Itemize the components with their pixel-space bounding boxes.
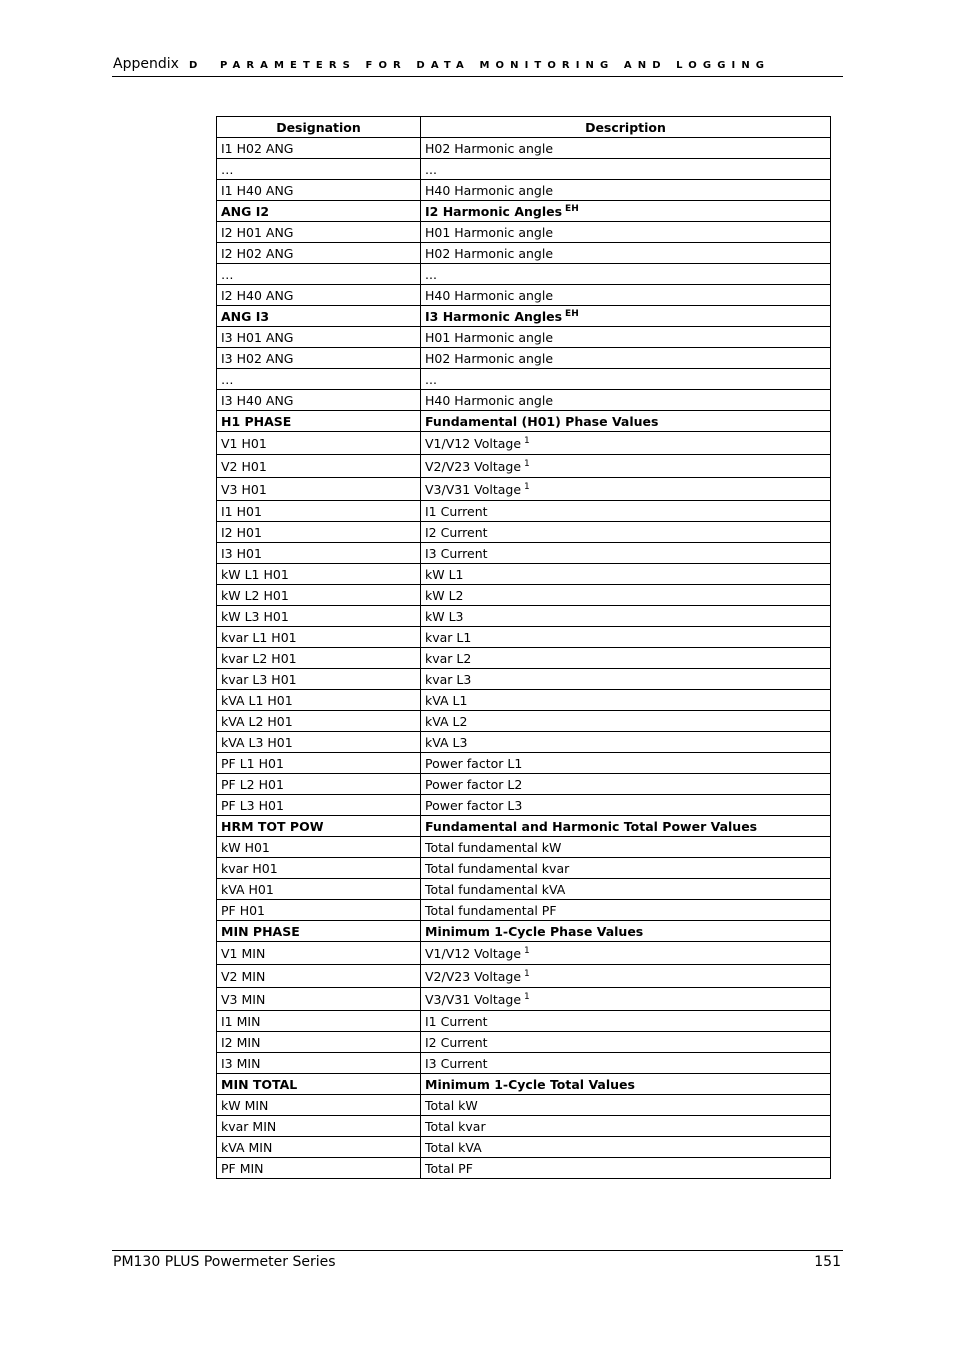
- designation-cell: PF L1 H01: [217, 753, 421, 774]
- description-cell: [421, 1137, 831, 1158]
- description-cell: [421, 348, 831, 369]
- table-row: [217, 942, 831, 965]
- designation-cell: kvar L2 H01: [217, 648, 421, 669]
- designation-cell: I3 H01 ANG: [217, 327, 421, 348]
- description-text: kvar L3: [425, 671, 472, 687]
- table-row: [217, 690, 831, 711]
- description-cell: [421, 478, 831, 501]
- appendix-label: Appendix: [113, 56, 179, 72]
- designation-cell: V3 MIN: [217, 988, 421, 1011]
- table-row: [217, 222, 831, 243]
- description-cell: [421, 411, 831, 432]
- table-row: [217, 1116, 831, 1137]
- designation-cell: I2 H02 ANG: [217, 243, 421, 264]
- description-text: Minimum 1-Cycle Phase Values: [425, 923, 644, 939]
- description-text: V2/V23 Voltage: [425, 968, 522, 984]
- description-text: I2 Current: [425, 524, 488, 540]
- designation-cell: V1 MIN: [217, 942, 421, 965]
- table-row: [217, 455, 831, 478]
- designation-cell: I2 MIN: [217, 1032, 421, 1053]
- designation-cell: PF L3 H01: [217, 795, 421, 816]
- description-text: Power factor L3: [425, 797, 523, 813]
- table-section-row: [217, 411, 831, 432]
- description-text: ...: [425, 161, 437, 177]
- description-text: H02 Harmonic angle: [425, 140, 554, 156]
- description-text: I3 Current: [425, 1055, 488, 1071]
- table-row: [217, 711, 831, 732]
- designation-cell: ANG I3: [217, 306, 421, 327]
- description-cell: [421, 501, 831, 522]
- description-text: I2 Current: [425, 1034, 488, 1050]
- description-text: kW L2: [425, 587, 464, 603]
- table-section-row: [217, 1074, 831, 1095]
- description-text: ...: [425, 266, 437, 282]
- description-text: Power factor L1: [425, 755, 523, 771]
- description-text: H01 Harmonic angle: [425, 224, 554, 240]
- description-text: Total kVA: [425, 1139, 482, 1155]
- description-cell: [421, 285, 831, 306]
- description-text: V3/V31 Voltage: [425, 481, 522, 497]
- designation-cell: kVA MIN: [217, 1137, 421, 1158]
- designation-cell: …: [217, 264, 421, 285]
- parameters-table: [216, 116, 831, 1179]
- description-text: Total fundamental kW: [425, 839, 562, 855]
- table-row: [217, 1137, 831, 1158]
- designation-cell: …: [217, 159, 421, 180]
- description-text: H02 Harmonic angle: [425, 245, 554, 261]
- footnote-marker: EH: [565, 308, 579, 319]
- designation-cell: PF MIN: [217, 1158, 421, 1179]
- table-row: [217, 837, 831, 858]
- table-row: [217, 732, 831, 753]
- description-text: I3 Harmonic Angles: [425, 308, 563, 324]
- description-cell: [421, 564, 831, 585]
- designation-cell: I1 H40 ANG: [217, 180, 421, 201]
- table-row: [217, 988, 831, 1011]
- designation-cell: I3 H02 ANG: [217, 348, 421, 369]
- table-row: [217, 900, 831, 921]
- description-cell: [421, 585, 831, 606]
- footnote-marker: 1: [524, 435, 530, 446]
- description-cell: [421, 965, 831, 988]
- description-cell: [421, 432, 831, 455]
- table-row: [217, 1011, 831, 1032]
- description-cell: [421, 774, 831, 795]
- description-text: I1 Current: [425, 503, 488, 519]
- description-text: I1 Current: [425, 1013, 488, 1029]
- description-cell: [421, 879, 831, 900]
- description-text: I3 Current: [425, 545, 488, 561]
- table-row: [217, 1158, 831, 1179]
- appendix-letter: D: [189, 60, 198, 71]
- designation-cell: MIN TOTAL: [217, 1074, 421, 1095]
- description-cell: [421, 669, 831, 690]
- description-text: kW L1: [425, 566, 464, 582]
- designation-cell: I3 H01: [217, 543, 421, 564]
- description-cell: [421, 816, 831, 837]
- description-cell: [421, 201, 831, 222]
- designation-cell: I1 H02 ANG: [217, 138, 421, 159]
- designation-cell: ANG I2: [217, 201, 421, 222]
- description-cell: [421, 390, 831, 411]
- description-text: Minimum 1-Cycle Total Values: [425, 1076, 635, 1092]
- description-text: Total kW: [425, 1097, 478, 1113]
- table-row: [217, 774, 831, 795]
- description-text: Total PF: [425, 1160, 473, 1176]
- description-cell: [421, 180, 831, 201]
- footnote-marker: 1: [524, 968, 530, 979]
- designation-cell: I1 H01: [217, 501, 421, 522]
- table-section-row: [217, 306, 831, 327]
- table-row: [217, 432, 831, 455]
- designation-cell: PF L2 H01: [217, 774, 421, 795]
- designation-cell: I3 MIN: [217, 1053, 421, 1074]
- table-row: [217, 648, 831, 669]
- table-row: [217, 1095, 831, 1116]
- description-cell: [421, 369, 831, 390]
- description-text: V3/V31 Voltage: [425, 991, 522, 1007]
- description-text: H40 Harmonic angle: [425, 182, 554, 198]
- description-text: ...: [425, 371, 437, 387]
- description-cell: [421, 627, 831, 648]
- footnote-marker: 1: [524, 945, 530, 956]
- description-text: kW L3: [425, 608, 464, 624]
- designation-cell: kvar MIN: [217, 1116, 421, 1137]
- table-section-row: [217, 921, 831, 942]
- table-row: [217, 564, 831, 585]
- description-cell: [421, 690, 831, 711]
- table-row: [217, 543, 831, 564]
- table-row: [217, 522, 831, 543]
- footer-title: PM130 PLUS Powermeter Series: [113, 1254, 336, 1270]
- description-text: Fundamental and Harmonic Total Power Values: [425, 818, 758, 834]
- designation-cell: HRM TOT POW: [217, 816, 421, 837]
- description-text: kvar L2: [425, 650, 472, 666]
- designation-cell: V2 H01: [217, 455, 421, 478]
- table-row: [217, 669, 831, 690]
- footnote-marker: 1: [524, 991, 530, 1002]
- description-text: H02 Harmonic angle: [425, 350, 554, 366]
- table-header-row: [217, 117, 831, 138]
- description-cell: [421, 138, 831, 159]
- description-cell: [421, 1158, 831, 1179]
- description-cell: [421, 942, 831, 965]
- description-cell: [421, 306, 831, 327]
- description-cell: [421, 606, 831, 627]
- description-cell: [421, 1011, 831, 1032]
- designation-cell: I2 H01: [217, 522, 421, 543]
- description-cell: [421, 1074, 831, 1095]
- description-text: V1/V12 Voltage: [425, 435, 522, 451]
- description-cell: [421, 1095, 831, 1116]
- designation-cell: kW MIN: [217, 1095, 421, 1116]
- column-header-designation: Designation: [217, 117, 421, 138]
- designation-cell: …: [217, 369, 421, 390]
- table-row: [217, 627, 831, 648]
- page-number: 151: [814, 1254, 841, 1270]
- description-text: kvar L1: [425, 629, 472, 645]
- description-cell: [421, 327, 831, 348]
- description-cell: [421, 522, 831, 543]
- page-footer: [112, 1250, 843, 1270]
- designation-cell: V1 H01: [217, 432, 421, 455]
- table-row: [217, 606, 831, 627]
- table-row: [217, 965, 831, 988]
- description-text: Fundamental (H01) Phase Values: [425, 413, 659, 429]
- table-row: [217, 369, 831, 390]
- chapter-title: PARAMETERS FOR DATA MONITORING AND LOGGING: [220, 60, 771, 71]
- table-row: [217, 1053, 831, 1074]
- description-text: V2/V23 Voltage: [425, 458, 522, 474]
- designation-cell: I3 H40 ANG: [217, 390, 421, 411]
- footnote-marker: 1: [524, 481, 530, 492]
- designation-cell: kVA H01: [217, 879, 421, 900]
- column-header-description: Description: [421, 117, 831, 138]
- designation-cell: I1 MIN: [217, 1011, 421, 1032]
- description-cell: [421, 858, 831, 879]
- page-header: [112, 54, 843, 77]
- description-text: Total kvar: [425, 1118, 486, 1134]
- description-cell: [421, 988, 831, 1011]
- table-row: [217, 138, 831, 159]
- description-cell: [421, 455, 831, 478]
- description-text: kVA L3: [425, 734, 468, 750]
- description-text: kVA L1: [425, 692, 468, 708]
- description-cell: [421, 753, 831, 774]
- description-cell: [421, 1116, 831, 1137]
- description-cell: [421, 243, 831, 264]
- designation-cell: kVA L1 H01: [217, 690, 421, 711]
- description-text: Total fundamental PF: [425, 902, 557, 918]
- description-cell: [421, 159, 831, 180]
- description-cell: [421, 264, 831, 285]
- table-row: [217, 390, 831, 411]
- description-cell: [421, 837, 831, 858]
- description-text: H40 Harmonic angle: [425, 392, 554, 408]
- table-row: [217, 243, 831, 264]
- designation-cell: kW H01: [217, 837, 421, 858]
- table-row: [217, 264, 831, 285]
- description-cell: [421, 1032, 831, 1053]
- table-row: [217, 858, 831, 879]
- table-body: [217, 138, 831, 1179]
- description-cell: [421, 732, 831, 753]
- description-text: Total fundamental kVA: [425, 881, 566, 897]
- footnote-marker: 1: [524, 458, 530, 469]
- description-cell: [421, 1053, 831, 1074]
- description-text: I2 Harmonic Angles: [425, 203, 563, 219]
- description-cell: [421, 900, 831, 921]
- designation-cell: PF H01: [217, 900, 421, 921]
- designation-cell: H1 PHASE: [217, 411, 421, 432]
- designation-cell: MIN PHASE: [217, 921, 421, 942]
- designation-cell: kvar L1 H01: [217, 627, 421, 648]
- table-section-row: [217, 201, 831, 222]
- table-row: [217, 879, 831, 900]
- table-row: [217, 795, 831, 816]
- table-row: [217, 327, 831, 348]
- designation-cell: kVA L2 H01: [217, 711, 421, 732]
- designation-cell: kVA L3 H01: [217, 732, 421, 753]
- designation-cell: V3 H01: [217, 478, 421, 501]
- description-text: Total fundamental kvar: [425, 860, 570, 876]
- description-text: H40 Harmonic angle: [425, 287, 554, 303]
- table-row: [217, 159, 831, 180]
- description-cell: [421, 222, 831, 243]
- designation-cell: kvar L3 H01: [217, 669, 421, 690]
- designation-cell: V2 MIN: [217, 965, 421, 988]
- table-row: [217, 1032, 831, 1053]
- designation-cell: kW L1 H01: [217, 564, 421, 585]
- description-cell: [421, 711, 831, 732]
- designation-cell: kvar H01: [217, 858, 421, 879]
- description-text: kVA L2: [425, 713, 468, 729]
- table-row: [217, 348, 831, 369]
- description-cell: [421, 648, 831, 669]
- table-row: [217, 478, 831, 501]
- table-row: [217, 285, 831, 306]
- description-text: H01 Harmonic angle: [425, 329, 554, 345]
- designation-cell: kW L2 H01: [217, 585, 421, 606]
- table-row: [217, 180, 831, 201]
- description-cell: [421, 795, 831, 816]
- designation-cell: I2 H01 ANG: [217, 222, 421, 243]
- description-text: Power factor L2: [425, 776, 523, 792]
- table-section-row: [217, 816, 831, 837]
- description-cell: [421, 921, 831, 942]
- table-row: [217, 501, 831, 522]
- description-cell: [421, 543, 831, 564]
- table-row: [217, 753, 831, 774]
- table-row: [217, 585, 831, 606]
- designation-cell: kW L3 H01: [217, 606, 421, 627]
- description-text: V1/V12 Voltage: [425, 945, 522, 961]
- footnote-marker: EH: [565, 203, 579, 214]
- designation-cell: I2 H40 ANG: [217, 285, 421, 306]
